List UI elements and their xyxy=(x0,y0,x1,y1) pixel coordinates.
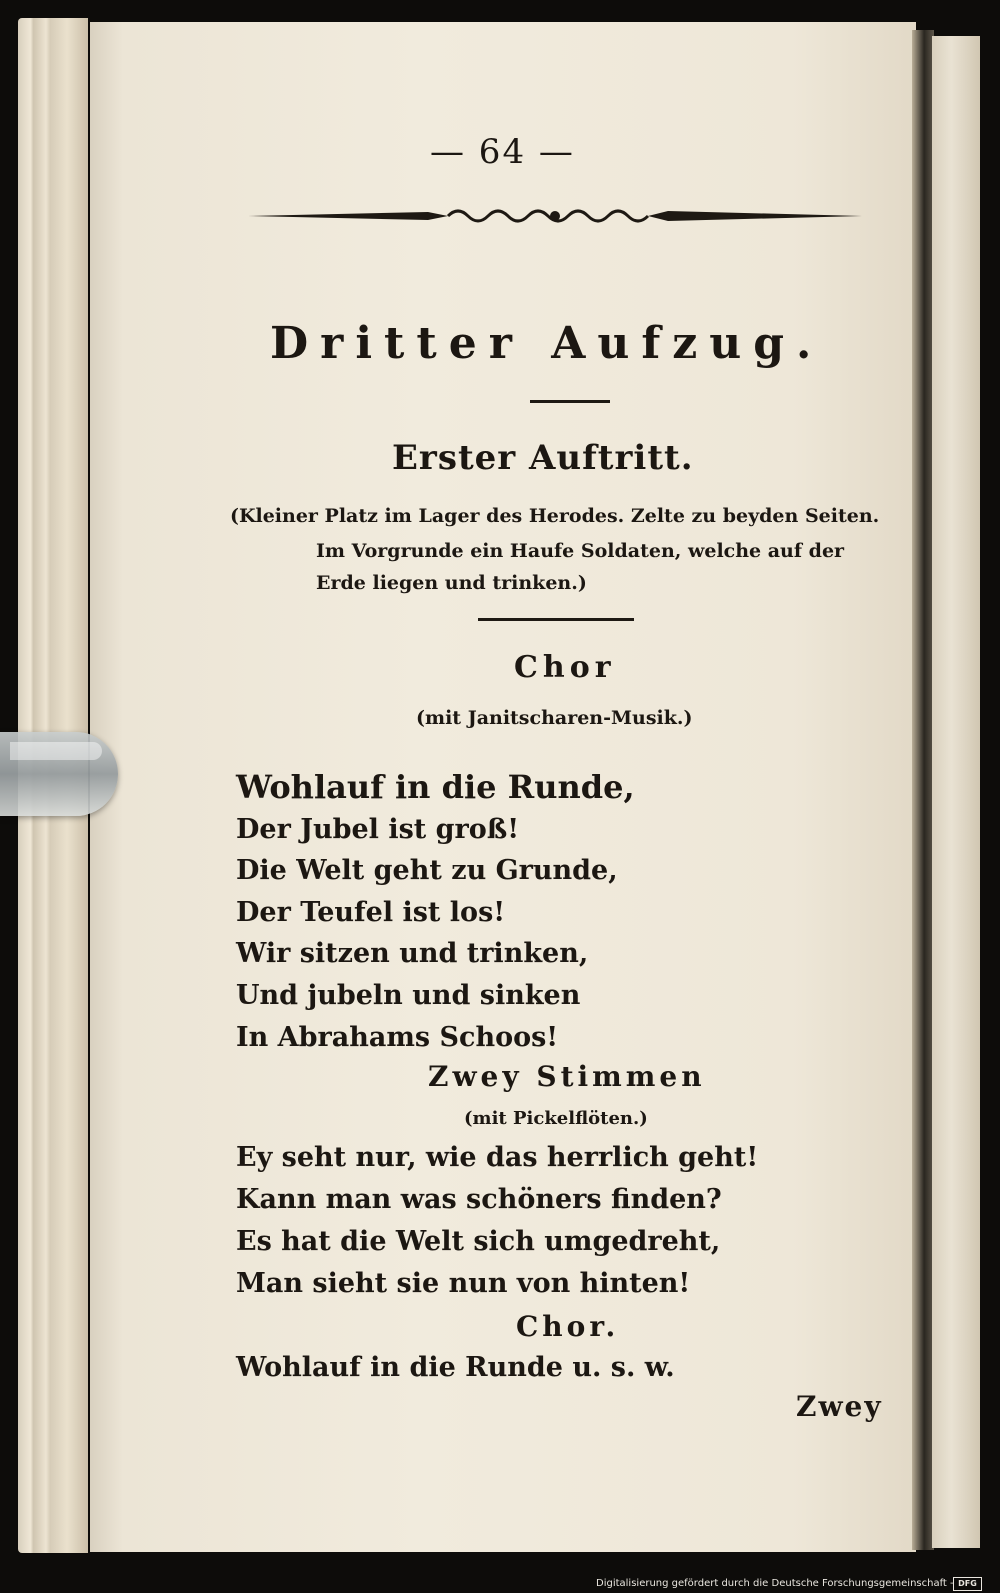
scene-title: Erster Auftritt. xyxy=(392,438,694,478)
chorus-heading: Chor. xyxy=(516,1310,620,1343)
verse-line: Wohlauf in die Runde, xyxy=(236,768,635,806)
book-gutter xyxy=(912,30,934,1550)
digitization-credit: Digitalisierung gefördert durch die Deutsche Forschungsgemeinschaft - xyxy=(596,1578,954,1589)
divider-rule xyxy=(478,618,634,621)
verse-line: Kann man was schöners finden? xyxy=(236,1184,722,1215)
verse-line: Der Teufel ist los! xyxy=(236,897,506,928)
chorus-instruction: (mit Janitscharen-Musik.) xyxy=(416,707,693,729)
verse-line: Wir sitzen und trinken, xyxy=(236,938,589,969)
page-number: — 64 — xyxy=(430,132,575,172)
page-clip xyxy=(0,732,118,816)
catchword: Zwey xyxy=(796,1390,883,1423)
verse-line: Ey seht nur, wie das herrlich geht! xyxy=(236,1142,759,1173)
verse-line: Man sieht sie nun von hinten! xyxy=(236,1268,691,1299)
dfg-logo: DFG xyxy=(953,1577,982,1591)
chorus-heading: Chor xyxy=(514,650,616,685)
facing-page-edge xyxy=(932,36,980,1548)
voices-instruction: (mit Pickelflöten.) xyxy=(464,1108,648,1129)
voices-heading: Zwey Stimmen xyxy=(428,1060,706,1093)
stage-direction-line: Erde liegen und trinken.) xyxy=(316,572,587,594)
ornamental-rule xyxy=(248,204,862,228)
verse-line: Die Welt geht zu Grunde, xyxy=(236,855,618,886)
verse-line: Wohlauf in die Runde u. s. w. xyxy=(236,1352,675,1383)
verse-line: Und jubeln und sinken xyxy=(236,980,581,1011)
stage-direction-line: Im Vorgrunde ein Haufe Soldaten, welche auf der xyxy=(316,540,845,562)
verse-line: Der Jubel ist groß! xyxy=(236,814,520,845)
verse-line: Es hat die Welt sich umgedreht, xyxy=(236,1226,721,1257)
verse-line: In Abrahams Schoos! xyxy=(236,1022,559,1053)
stage-direction-line: (Kleiner Platz im Lager des Herodes. Zelte zu beyden Seiten. xyxy=(230,505,880,527)
divider-rule xyxy=(530,400,610,403)
act-title: Dritter Aufzug. xyxy=(270,318,824,369)
